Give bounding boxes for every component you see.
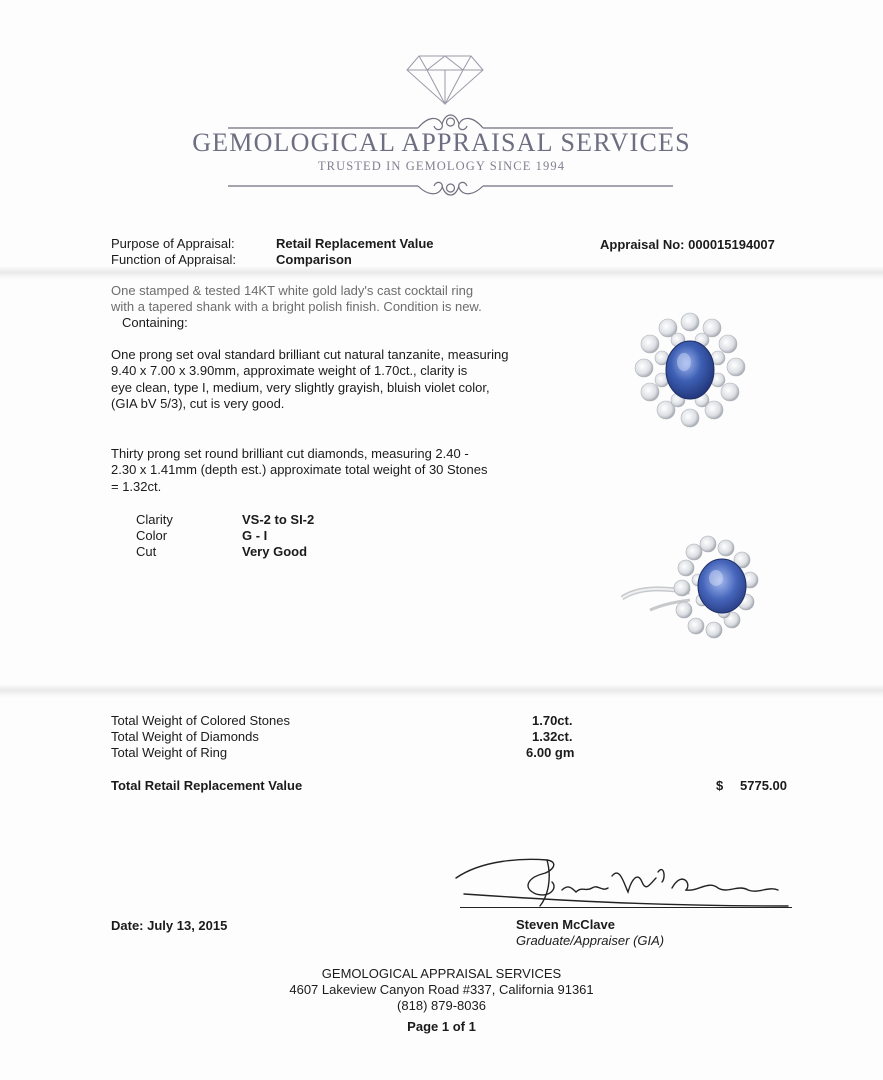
appraisal-number: Appraisal No: 000015194007 xyxy=(600,237,775,252)
grade-value: Very Good xyxy=(242,544,308,559)
ring-side-view-image xyxy=(620,530,760,644)
footer-phone: (818) 879-8036 xyxy=(397,998,486,1013)
tanzanite-description xyxy=(111,347,561,413)
appraiser-signature xyxy=(452,848,792,914)
footer-address: 4607 Lakeview Canyon Road #337, California 91361 xyxy=(289,982,594,997)
description-line: One stamped & tested 14KT white gold lady's cast cocktail ring xyxy=(111,283,474,298)
replacement-amount: 5775.00 xyxy=(740,778,787,793)
grade-label: Cut xyxy=(136,544,157,559)
diamond-logo-icon xyxy=(405,54,485,106)
replacement-label: Total Retail Replacement Value xyxy=(111,778,303,793)
tanzanite-line: 9.40 x 7.00 x 3.90mm, approximate weight of 1.70ct., clarity is xyxy=(111,363,468,379)
total-value: 1.70ct. xyxy=(532,713,573,728)
appraisal-date: Date: July 13, 2015 xyxy=(111,918,228,933)
grade-value: VS-2 to SI-2 xyxy=(242,512,315,527)
paper-fold xyxy=(0,266,883,280)
paper-fold xyxy=(0,684,883,698)
description-line: with a tapered shank with a bright polish finish. Condition is new. xyxy=(111,299,482,314)
diamonds-line: 2.30 x 1.41mm (depth est.) approximate total weight of 30 Stones xyxy=(111,462,488,478)
total-label: Total Weight of Diamonds xyxy=(111,729,259,744)
diamonds-description xyxy=(111,446,561,495)
grade-label: Color xyxy=(136,528,168,543)
grade-value: G - I xyxy=(242,528,268,543)
function-value: Comparison xyxy=(276,252,352,267)
total-value: 6.00 gm xyxy=(526,745,575,760)
company-name: GEMOLOGICAL APPRAISAL SERVICES xyxy=(192,128,691,157)
diamonds-line: Thirty prong set round brilliant cut diamonds, measuring 2.40 - xyxy=(111,446,469,461)
function-label: Function of Appraisal: xyxy=(111,252,237,267)
tanzanite-line: (GIA bV 5/3), cut is very good. xyxy=(111,396,285,412)
ring-top-view-image xyxy=(632,312,748,430)
company-tagline: TRUSTED IN GEMOLOGY SINCE 1994 xyxy=(317,159,566,173)
total-value: 1.32ct. xyxy=(532,729,573,744)
diamonds-line: = 1.32ct. xyxy=(111,478,162,494)
containing-label: Containing: xyxy=(122,315,188,330)
tanzanite-line: eye clean, type I, medium, very slightly grayish, bluish violet color, xyxy=(111,379,490,395)
currency-symbol: $ xyxy=(716,778,724,793)
grade-label: Clarity xyxy=(136,512,173,527)
footer-company: GEMOLOGICAL APPRAISAL SERVICES xyxy=(321,966,562,981)
appraiser-name: Steven McClave xyxy=(516,917,615,932)
ornament-divider-bottom xyxy=(228,174,673,198)
purpose-label: Purpose of Appraisal: xyxy=(111,236,235,251)
page-indicator: Page 1 of 1 xyxy=(407,1019,476,1034)
purpose-value: Retail Replacement Value xyxy=(276,236,434,251)
total-label: Total Weight of Colored Stones xyxy=(111,713,290,728)
tanzanite-line: One prong set oval standard brilliant cut natural tanzanite, measuring xyxy=(111,347,509,362)
appraiser-title: Graduate/Appraiser (GIA) xyxy=(516,933,665,948)
total-label: Total Weight of Ring xyxy=(111,745,228,760)
signature-line xyxy=(460,907,792,908)
